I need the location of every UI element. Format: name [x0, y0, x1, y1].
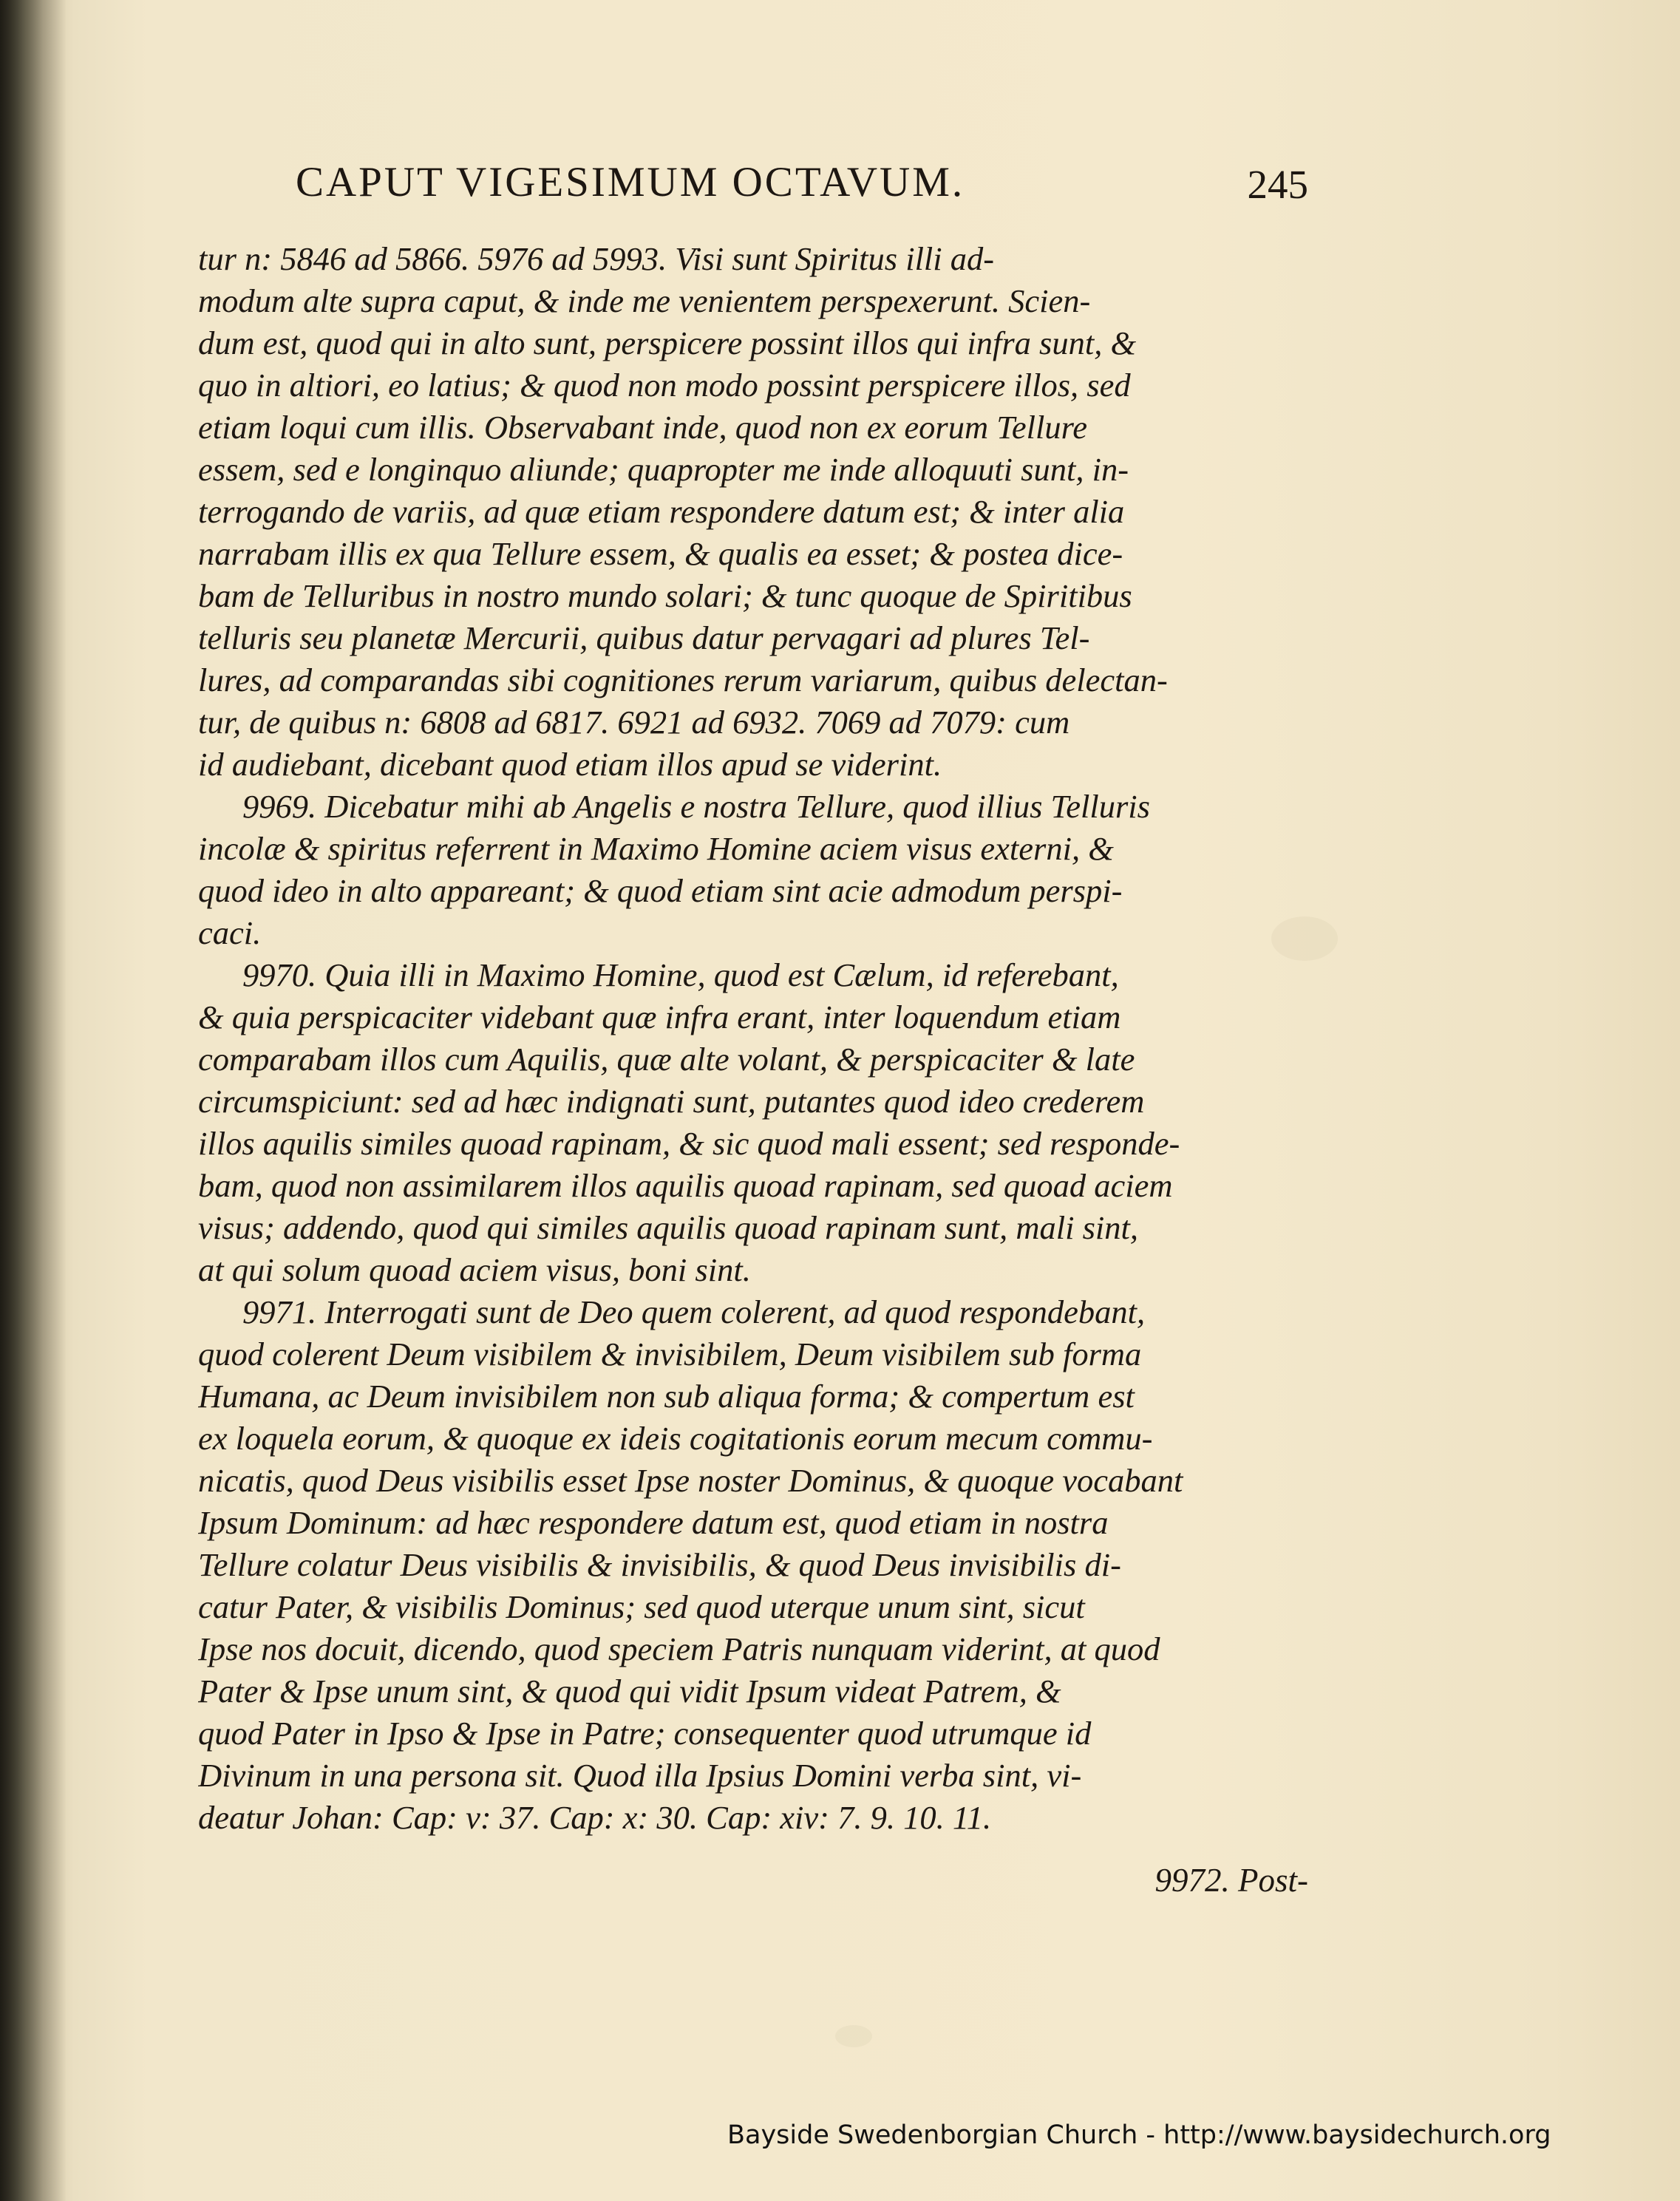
- paper-stain: [835, 2025, 872, 2047]
- paragraph-start-9970: 9970. Quia illi in Maximo Homine, quod est Cælum, id referebant,: [242, 956, 1119, 993]
- text-line: visus; addendo, quod qui similes aquilis quoad rapinam sunt, mali sint,: [198, 1209, 1138, 1246]
- text-line: id audiebant, dicebant quod etiam illos apud se viderint.: [198, 746, 942, 783]
- paragraph-start-9971: 9971. Interrogati sunt de Deo quem colerent, ad quod respondebant,: [242, 1293, 1146, 1330]
- text-line: incolæ & spiritus referrent in Maximo Homine aciem visus externi, &: [198, 830, 1114, 867]
- text-line: bam de Telluribus in nostro mundo solari; & tunc quoque de Spiritibus: [198, 577, 1132, 614]
- text-line: comparabam illos cum Aquilis, quæ alte volant, & perspicaciter & late: [198, 1041, 1135, 1078]
- chapter-title: CAPUT VIGESIMUM OCTAVUM.: [296, 159, 965, 205]
- text-line: quo in altiori, eo latius; & quod non modo possint perspicere illos, sed: [198, 367, 1131, 404]
- text-line: lures, ad comparandas sibi cognitiones rerum variarum, quibus delectan-: [198, 661, 1168, 698]
- source-credit: Bayside Swedenborgian Church - http://www.baysidechurch.org: [727, 2120, 1551, 2150]
- text-line: deatur Johan: Cap: v: 37. Cap: x: 30. Cap: xiv: 7. 9. 10. 11.: [198, 1799, 992, 1836]
- text-line: dum est, quod qui in alto sunt, perspicere possint illos qui infra sunt, &: [198, 324, 1137, 361]
- text-line: telluris seu planetæ Mercurii, quibus datur pervagari ad plures Tel-: [198, 619, 1090, 656]
- text-line: Ipsum Dominum: ad hæc respondere datum est, quod etiam in nostra: [198, 1504, 1109, 1541]
- text-line: Pater & Ipse unum sint, & quod qui vidit Ipsum videat Patrem, &: [198, 1673, 1061, 1710]
- text-line: tur, de quibus n: 6808 ad 6817. 6921 ad 6932. 7069 ad 7079: cum: [198, 704, 1070, 741]
- text-line: at qui solum quoad aciem visus, boni sint.: [198, 1251, 751, 1288]
- text-line: quod ideo in alto appareant; & quod etiam sint acie admodum perspi-: [198, 872, 1123, 909]
- text-line: Divinum in una persona sit. Quod illa Ipsius Domini verba sint, vi-: [198, 1757, 1082, 1794]
- gutter-shadow: [0, 0, 67, 2201]
- text-line: Tellure colatur Deus visibilis & invisibilis, & quod Deus invisibilis di-: [198, 1546, 1121, 1583]
- text-line: caci.: [198, 914, 262, 951]
- paragraph-start-9969: 9969. Dicebatur mihi ab Angelis e nostra Tellure, quod illius Telluris: [242, 788, 1150, 825]
- text-line: nicatis, quod Deus visibilis esset Ipse noster Dominus, & quoque vocabant: [198, 1462, 1183, 1499]
- body-text: [198, 238, 1307, 1839]
- text-line: & quia perspicaciter videbant quæ infra erant, inter loquendum etiam: [198, 999, 1121, 1035]
- running-head: [296, 158, 1308, 217]
- text-line: tur n: 5846 ad 5866. 5976 ad 5993. Visi sunt Spiritus illi ad-: [198, 240, 995, 277]
- text-line: circumspiciunt: sed ad hæc indignati sunt, putantes quod ideo crederem: [198, 1083, 1145, 1120]
- text-line: Ipse nos docuit, dicendo, quod speciem Patris nunquam viderint, at quod: [198, 1630, 1160, 1667]
- text-line: narrabam illis ex qua Tellure essem, & qualis ea esset; & postea dice-: [198, 535, 1123, 572]
- page-number: 245: [1247, 162, 1308, 207]
- text-line: Humana, ac Deum invisibilem non sub aliqua forma; & compertum est: [198, 1378, 1135, 1415]
- text-line: bam, quod non assimilarem illos aquilis quoad rapinam, sed quoad aciem: [198, 1167, 1173, 1204]
- text-line: quod Pater in Ipso & Ipse in Patre; consequenter quod utrumque id: [198, 1715, 1092, 1752]
- text-line: illos aquilis similes quoad rapinam, & sic quod mali essent; sed responde-: [198, 1125, 1180, 1162]
- text-line: ex loquela eorum, & quoque ex ideis cogitationis eorum mecum commu-: [198, 1420, 1153, 1457]
- text-line: terrogando de variis, ad quæ etiam respondere datum est; & inter alia: [198, 493, 1125, 530]
- text-line: essem, sed e longinquo aliunde; quapropter me inde alloquuti sunt, in-: [198, 451, 1129, 488]
- text-line: modum alte supra caput, & inde me venientem perspexerunt. Scien-: [198, 282, 1091, 319]
- text-line: etiam loqui cum illis. Observabant inde, quod non ex eorum Tellure: [198, 409, 1088, 446]
- text-line: quod colerent Deum visibilem & invisibilem, Deum visibilem sub forma: [198, 1336, 1142, 1372]
- catchword: 9972. Post-: [1154, 1862, 1308, 1899]
- text-line: catur Pater, & visibilis Dominus; sed quod uterque unum sint, sicut: [198, 1588, 1085, 1625]
